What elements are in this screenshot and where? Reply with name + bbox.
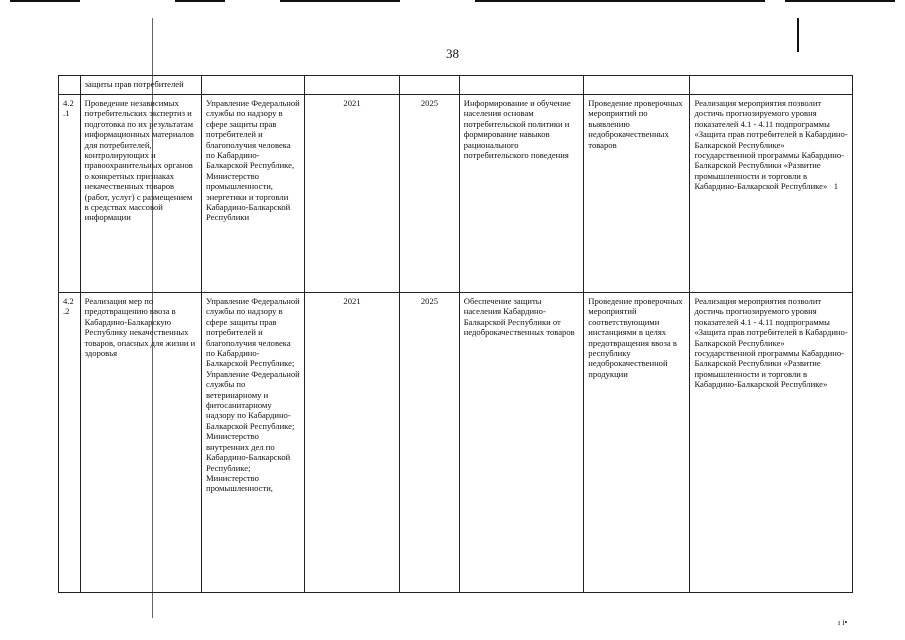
row-description: Проведение независимых потребительских экспертиз и подготовка по их результатам информационных материалов для потребителей, контролирующих и правоохранительных органов о конкретных признаках некачественных товаров (работ, услуг) с размещением в средствах массовой информации bbox=[80, 95, 201, 293]
scan-artifact-line bbox=[280, 0, 400, 2]
table-cell-description: защиты прав потребителей bbox=[80, 76, 201, 95]
row-description: Реализация мер по предотвращению ввоза в Кабардино-Балкарскую Республику некачественных товаров, опасных для жизни и здоровья bbox=[80, 293, 201, 593]
table-row bbox=[59, 293, 853, 593]
row-indicator: Проведение проверочных мероприятий по выявлению недоброкачественных товаров bbox=[584, 95, 690, 293]
table-cell bbox=[304, 76, 399, 95]
scan-artifact-line bbox=[785, 0, 895, 2]
row-responsible: Управление Федеральной службы по надзору в сфере защиты прав потребителей и благополучия человека по Кабардино-Балкарской Республике, Министерство промышленности, энергетики и торговли Кабардино-Балкарской Республики bbox=[201, 95, 304, 293]
scan-artifact-line bbox=[475, 0, 765, 2]
row-result: Обеспечение защиты населения Кабардино-Балкарской Республики от недоброкачественных товаров bbox=[459, 293, 584, 593]
row-year-end: 2025 bbox=[400, 293, 460, 593]
row-link-text: Реализация мероприятия позволит достичь прогнозируемого уровня показателей 4.1 - 4.11 подпрограммы «Защита прав потребителей в Кабардино-Балкарской Республике» государственной программы Кабардино-Балкарской Республики «Развитие промышленности и торговли в Кабардино-Балкарской Республике» bbox=[694, 98, 848, 192]
row-indicator: Проведение проверочных мероприятий соответствующими инстанциями в целях предотвращения ввоза в республику недоброкачественной продукции bbox=[584, 293, 690, 593]
row-responsible: Управление Федеральной службы по надзору в сфере защиты прав потребителей и благополучия человека по Кабардино-Балкарской Республике; Управление Федеральной службы по ветеринарному и фитосанитарному надзору по Кабардино-Балкарской Республике; Министерство внутренних дел по Кабардино-Балкарской Республике; Министерство промышленности, bbox=[201, 293, 304, 593]
row-year-end: 2025 bbox=[400, 95, 460, 293]
table-cell bbox=[459, 76, 584, 95]
scan-artifact-line bbox=[175, 0, 225, 2]
stray-marks-bottom: ı i• bbox=[838, 618, 848, 627]
table-cell bbox=[690, 76, 853, 95]
measures-table bbox=[58, 75, 853, 593]
table-cell bbox=[201, 76, 304, 95]
row-number: 4.2.2 bbox=[59, 293, 81, 593]
table-cell bbox=[584, 76, 690, 95]
table-cell bbox=[59, 76, 81, 95]
row-year-start: 2021 bbox=[304, 95, 399, 293]
table-row bbox=[59, 95, 853, 293]
row-result: Информирование и обучение населения основам потребительской политики и формирование навыков рационального потребительского поведения bbox=[459, 95, 584, 293]
row-link bbox=[690, 95, 853, 293]
page-number: 38 bbox=[446, 46, 459, 61]
table-cell bbox=[400, 76, 460, 95]
row-number: 4.2.1 bbox=[59, 95, 81, 293]
scan-artifact-line bbox=[10, 0, 80, 2]
row-year-start: 2021 bbox=[304, 293, 399, 593]
stray-mark: 1 bbox=[833, 181, 838, 192]
row-link: Реализация мероприятия позволит достичь прогнозируемого уровня показателей 4.1 - 4.11 подпрограммы «Защита прав потребителей в Кабардино-Балкарской Республике» государственной программы Кабардино-Балкарской Республики «Развитие промышленности и торговли в Кабардино-Балкарской Республике» bbox=[690, 293, 853, 593]
table-row-continuation bbox=[59, 76, 853, 95]
